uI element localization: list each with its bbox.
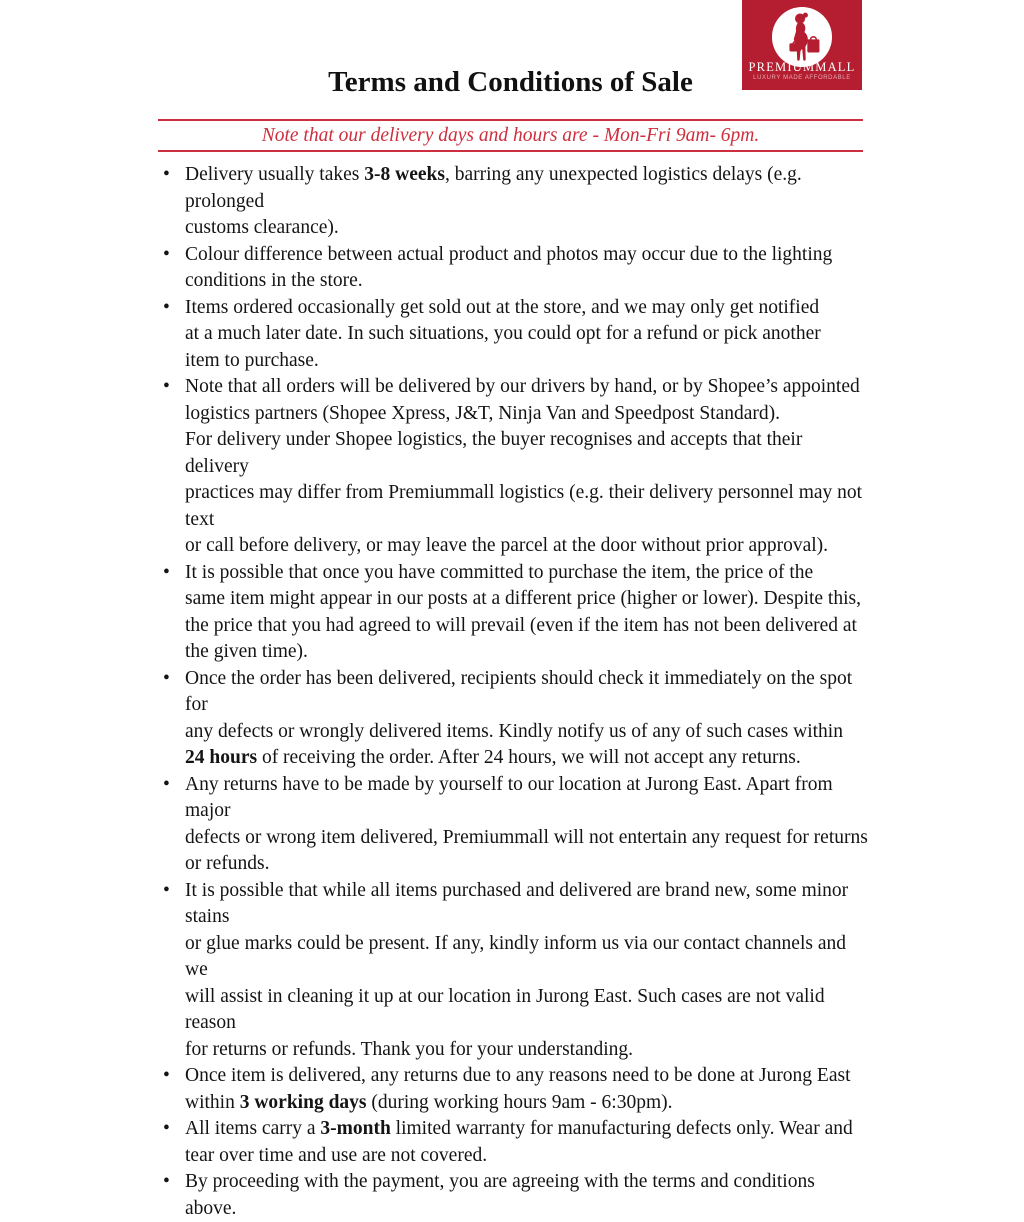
- delivery-note-band: [158, 119, 863, 152]
- term-item: • Colour difference between actual product and photos may occur due to the lighting conditions in the store.: [158, 242, 870, 295]
- terms-list: [158, 162, 870, 1222]
- term-item: • All items carry a 3-month limited warranty for manufacturing defects only. Wear and tear over time and use are not covered.: [158, 1116, 870, 1169]
- term-item: • It is possible that while all items purchased and delivered are brand new, some minor stains or glue marks could be present. If any, kindly inform us via our contact channels and we will assist in cleaning it up at our location in Jurong East. Such cases are not valid reason for returns or refunds. Thank you for your understanding.: [158, 878, 870, 1064]
- term-item: • By proceeding with the payment, you are agreeing with the terms and conditions above.: [158, 1169, 870, 1222]
- logo-brand-name: PREMIUMMALL: [748, 60, 856, 74]
- term-item: • It is possible that once you have committed to purchase the item, the price of the same item might appear in our posts at a different price (higher or lower). Despite this, the price that you had agreed to will prevail (even if the item has not been delivered at the given time).: [158, 560, 870, 666]
- term-item: • Once item is delivered, any returns due to any reasons need to be done at Jurong East within 3 working days (during working hours 9am - 6:30pm).: [158, 1063, 870, 1116]
- logo-tagline: LUXURY MADE AFFORDABLE: [753, 75, 851, 81]
- delivery-note-text: Note that our delivery days and hours are - Mon-Fri 9am- 6pm.: [261, 124, 760, 146]
- term-item: • Once the order has been delivered, recipients should check it immediately on the spot for any defects or wrongly delivered items. Kindly notify us of any of such cases within 24 hours of receiving the order. After 24 hours, we will not accept any returns.: [158, 666, 870, 772]
- term-item: • Any returns have to be made by yourself to our location at Jurong East. Apart from major defects or wrong item delivered, Premiummall will not entertain any request for returns or refunds.: [158, 772, 870, 878]
- woman-with-shopping-bags-icon: [771, 6, 833, 68]
- term-item: • Delivery usually takes 3-8 weeks, barring any unexpected logistics delays (e.g. prolonged customs clearance).: [158, 162, 870, 242]
- page-title: Terms and Conditions of Sale: [328, 66, 693, 98]
- term-item: • Note that all orders will be delivered by our drivers by hand, or by Shopee’s appointed logistics partners (Shopee Xpress, J&T, Ninja Van and Speedpost Standard). For delivery under Shopee logistics, the buyer recognises and accepts that their delivery practices may differ from Premiummall logistics (e.g. their delivery personnel may not text or call before delivery, or may leave the parcel at the door without prior approval).: [158, 374, 870, 560]
- term-item: • Items ordered occasionally get sold out at the store, and we may only get notified at a much later date. In such situations, you could opt for a refund or pick another item to purchase.: [158, 295, 870, 375]
